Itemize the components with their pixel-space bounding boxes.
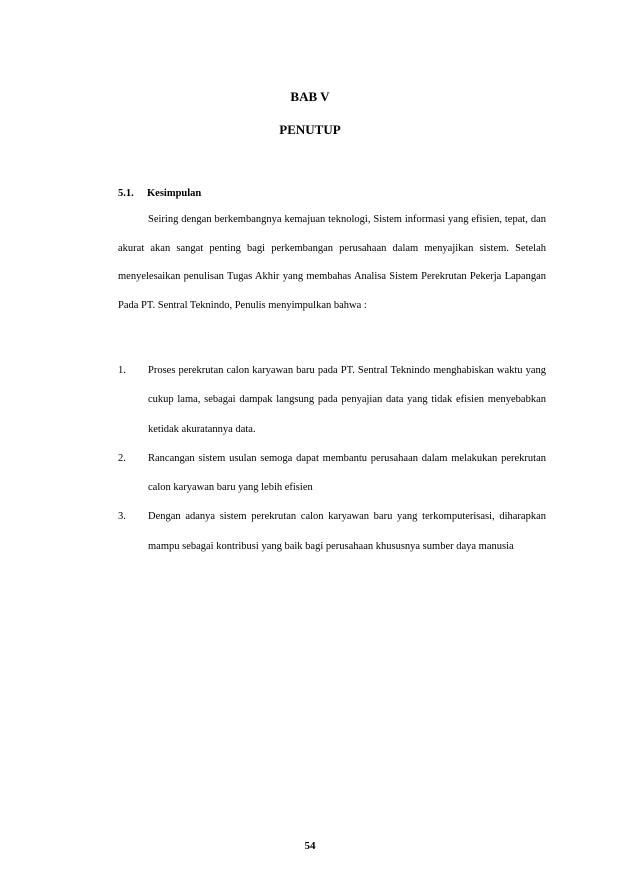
list-item-number: 1.: [118, 365, 126, 376]
section-number: 5.1.: [118, 188, 134, 199]
intro-paragraph: Seiring dengan berkembangnya kemajuan teknologi, Sistem informasi yang efisien, tepat, dan akurat akan sangat penting bagi perkembangan perusahaan dalam menyajikan sistem. Setelah menyelesaikan penulisan Tugas Akhir yang membahas Analisa Sistem Perekrutan Pekerja Lapangan Pada PT. Sentral Teknindo, Penulis menyimpulkan bahwa :: [118, 214, 546, 311]
list-item: [118, 444, 546, 503]
section-title: Kesimpulan: [147, 188, 202, 199]
section-heading: [118, 188, 201, 199]
list-item: [118, 356, 546, 444]
list-item-text: Rancangan sistem usulan semoga dapat membantu perusahaan dalam melakukan perekrutan calon karyawan baru yang lebih efisien: [148, 452, 546, 494]
page-number: 54: [304, 840, 316, 852]
chapter-subtitle: PENUTUP: [279, 122, 341, 137]
list-item-number: 2.: [118, 452, 126, 464]
chapter-title: BAB V: [290, 89, 330, 104]
list-item-number: 3.: [118, 511, 126, 523]
list-item: [118, 502, 546, 561]
list-item-text: Proses perekrutan calon karyawan baru pada PT. Sentral Teknindo menghabiskan waktu yang cukup lama, sebagai dampak langsung pada penyajian data yang tidak efisien menyebabkan ketidak akuratannya data.: [148, 365, 546, 435]
conclusion-list: [118, 356, 546, 561]
list-item-text: Dengan adanya sistem perekrutan calon karyawan baru yang terkomputerisasi, diharapkan mampu sebagai kontribusi yang baik bagi perusahaan khususnya sumber daya manusia: [148, 511, 546, 552]
